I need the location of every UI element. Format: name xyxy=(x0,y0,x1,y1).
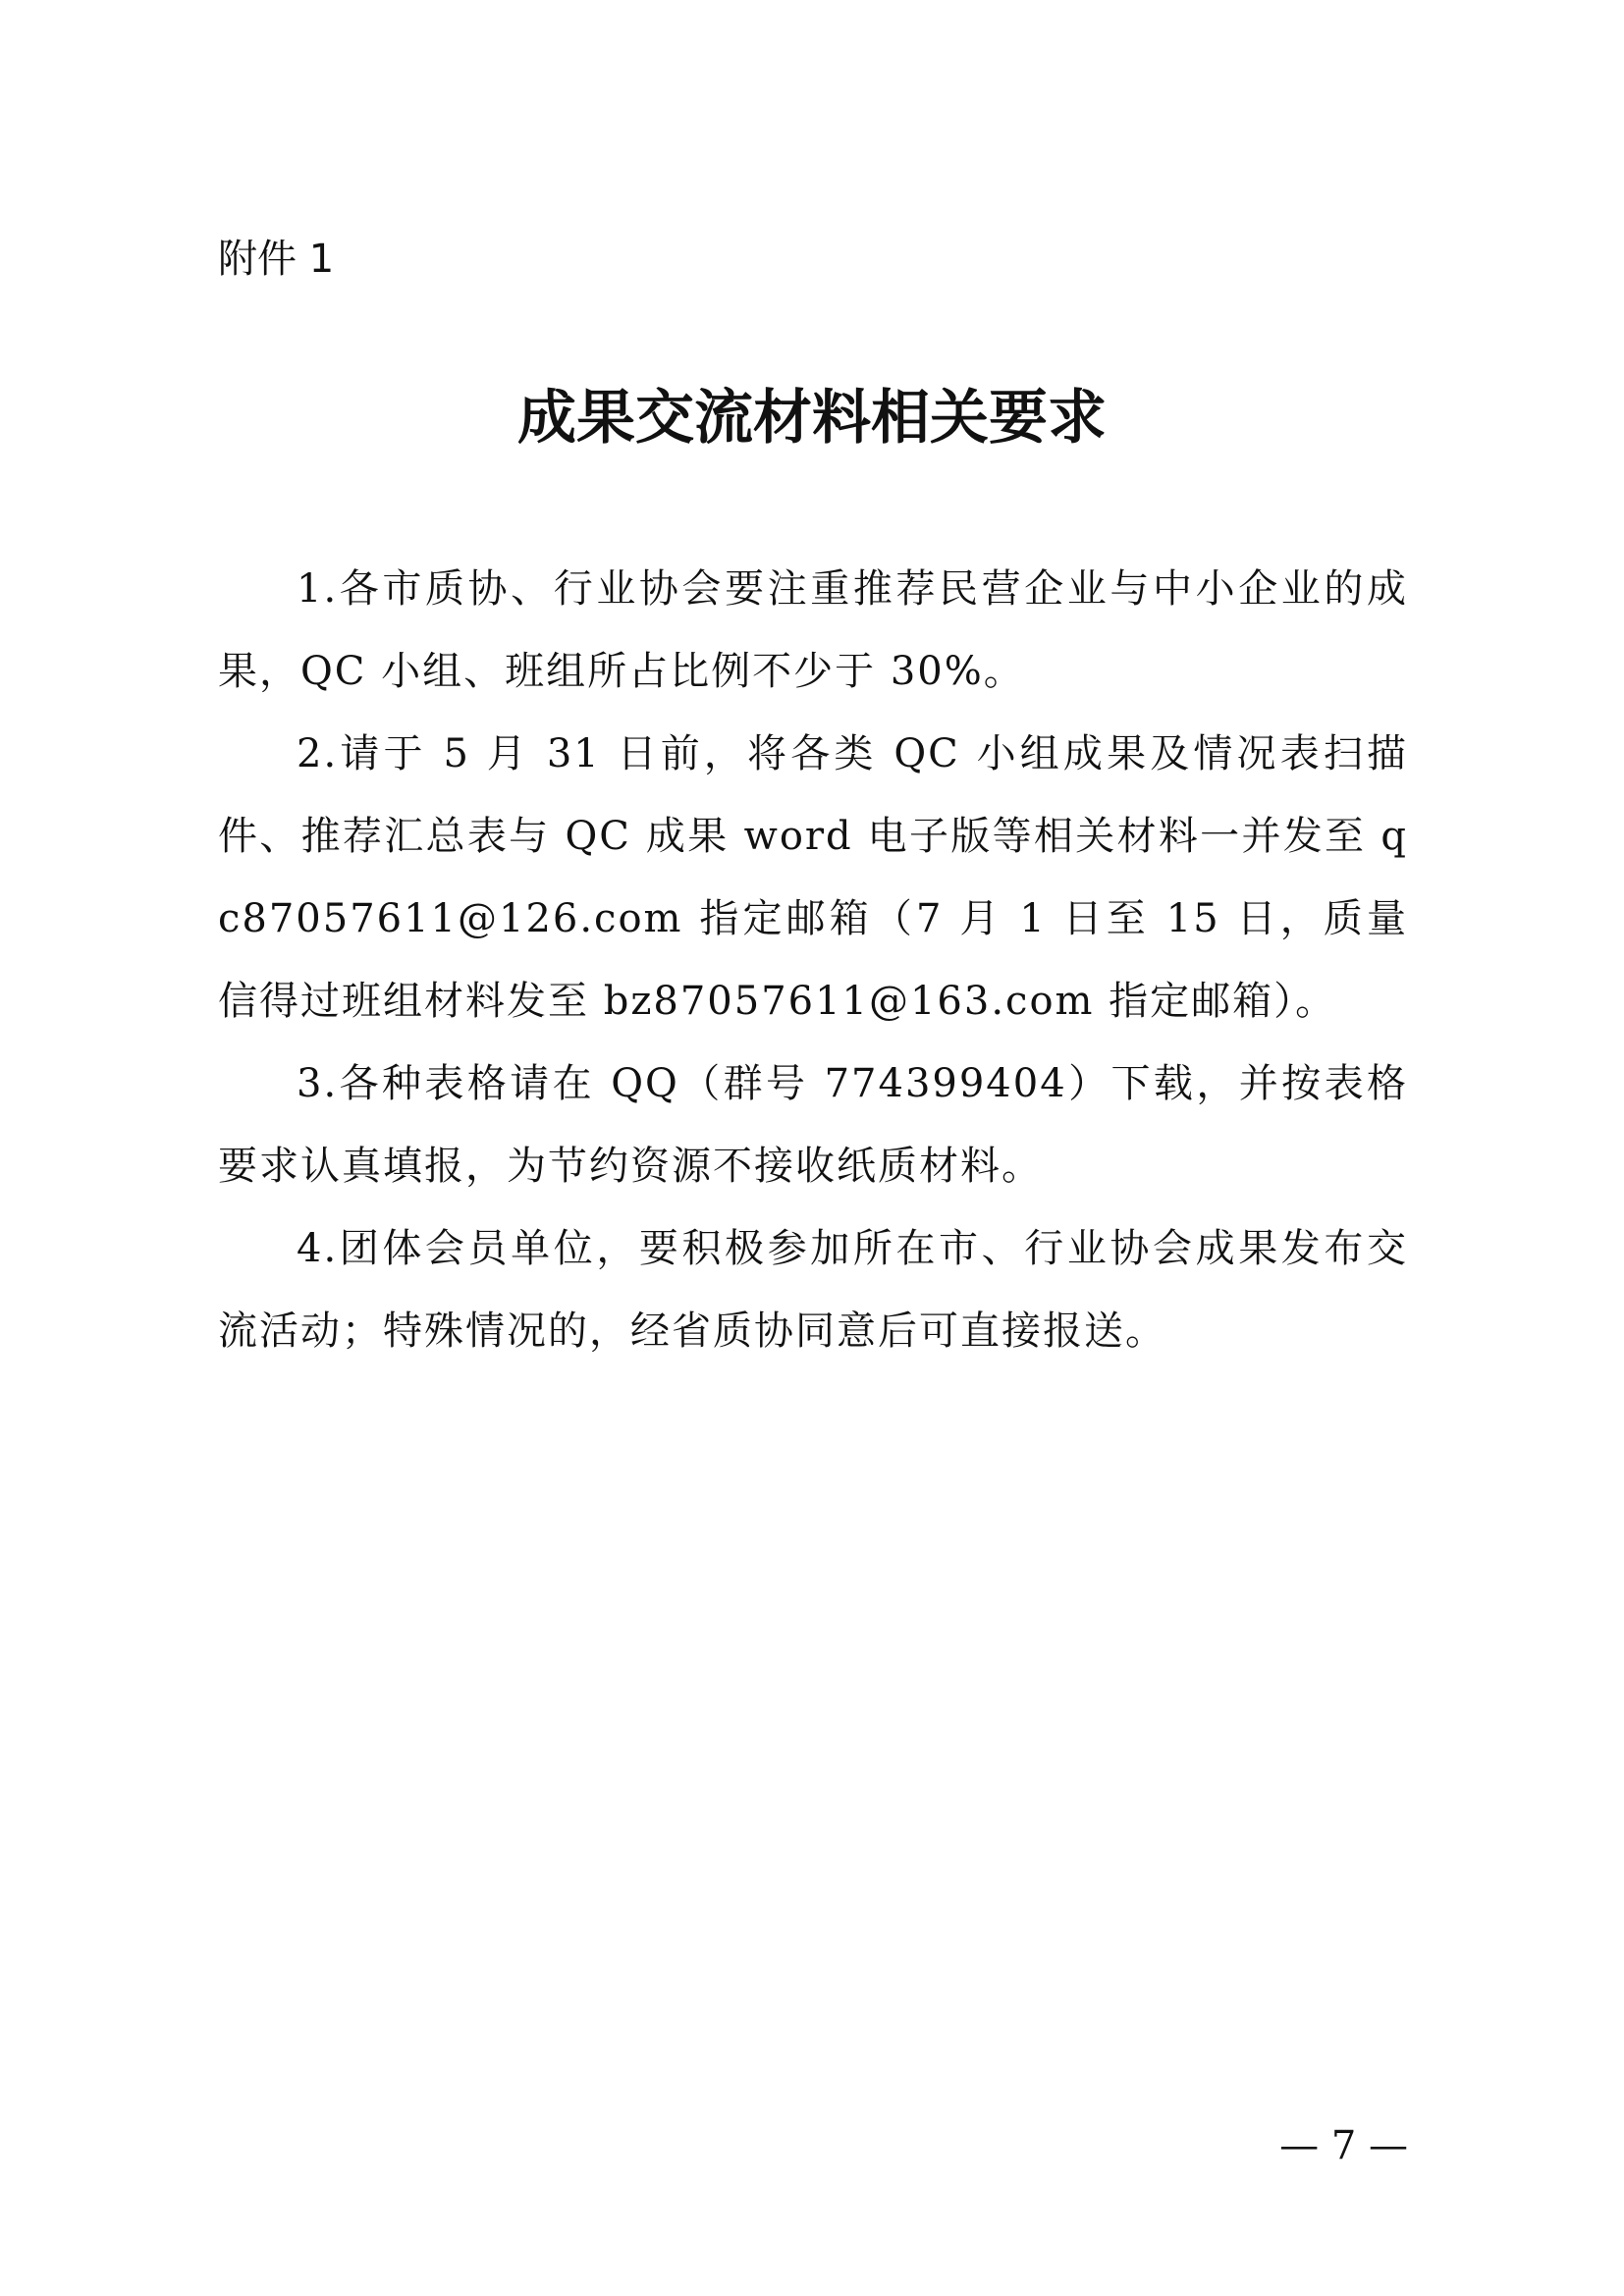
document-body xyxy=(218,548,1408,1372)
attachment-label: 附件 1 xyxy=(218,237,335,282)
paragraph-1: 1.各市质协、行业协会要注重推荐民营企业与中小企业的成果，QC 小组、班组所占比例不少于 30%。 xyxy=(218,566,1408,694)
paragraph-2: 2.请于 5 月 31 日前，将各类 QC 小组成果及情况表扫描件、推荐汇总表与 QC 成果 word 电子版等相关材料一并发至 qc87057611@126.com 指定邮箱（7 月 1 日至 15 日，质量信得过班组材料发至 bz87057611@163.com 指定邮箱）。 xyxy=(218,731,1408,1024)
paragraph-3: 3.各种表格请在 QQ（群号 774399404）下载，并按表格要求认真填报，为节约资源不接收纸质材料。 xyxy=(218,1061,1408,1189)
page-number: — 7 — xyxy=(1279,2123,1408,2168)
paragraph-4: 4.团体会员单位，要积极参加所在市、行业协会成果发布交流活动；特殊情况的，经省质协同意后可直接报送。 xyxy=(218,1226,1408,1354)
page-title: 成果交流材料相关要求 xyxy=(517,384,1107,453)
